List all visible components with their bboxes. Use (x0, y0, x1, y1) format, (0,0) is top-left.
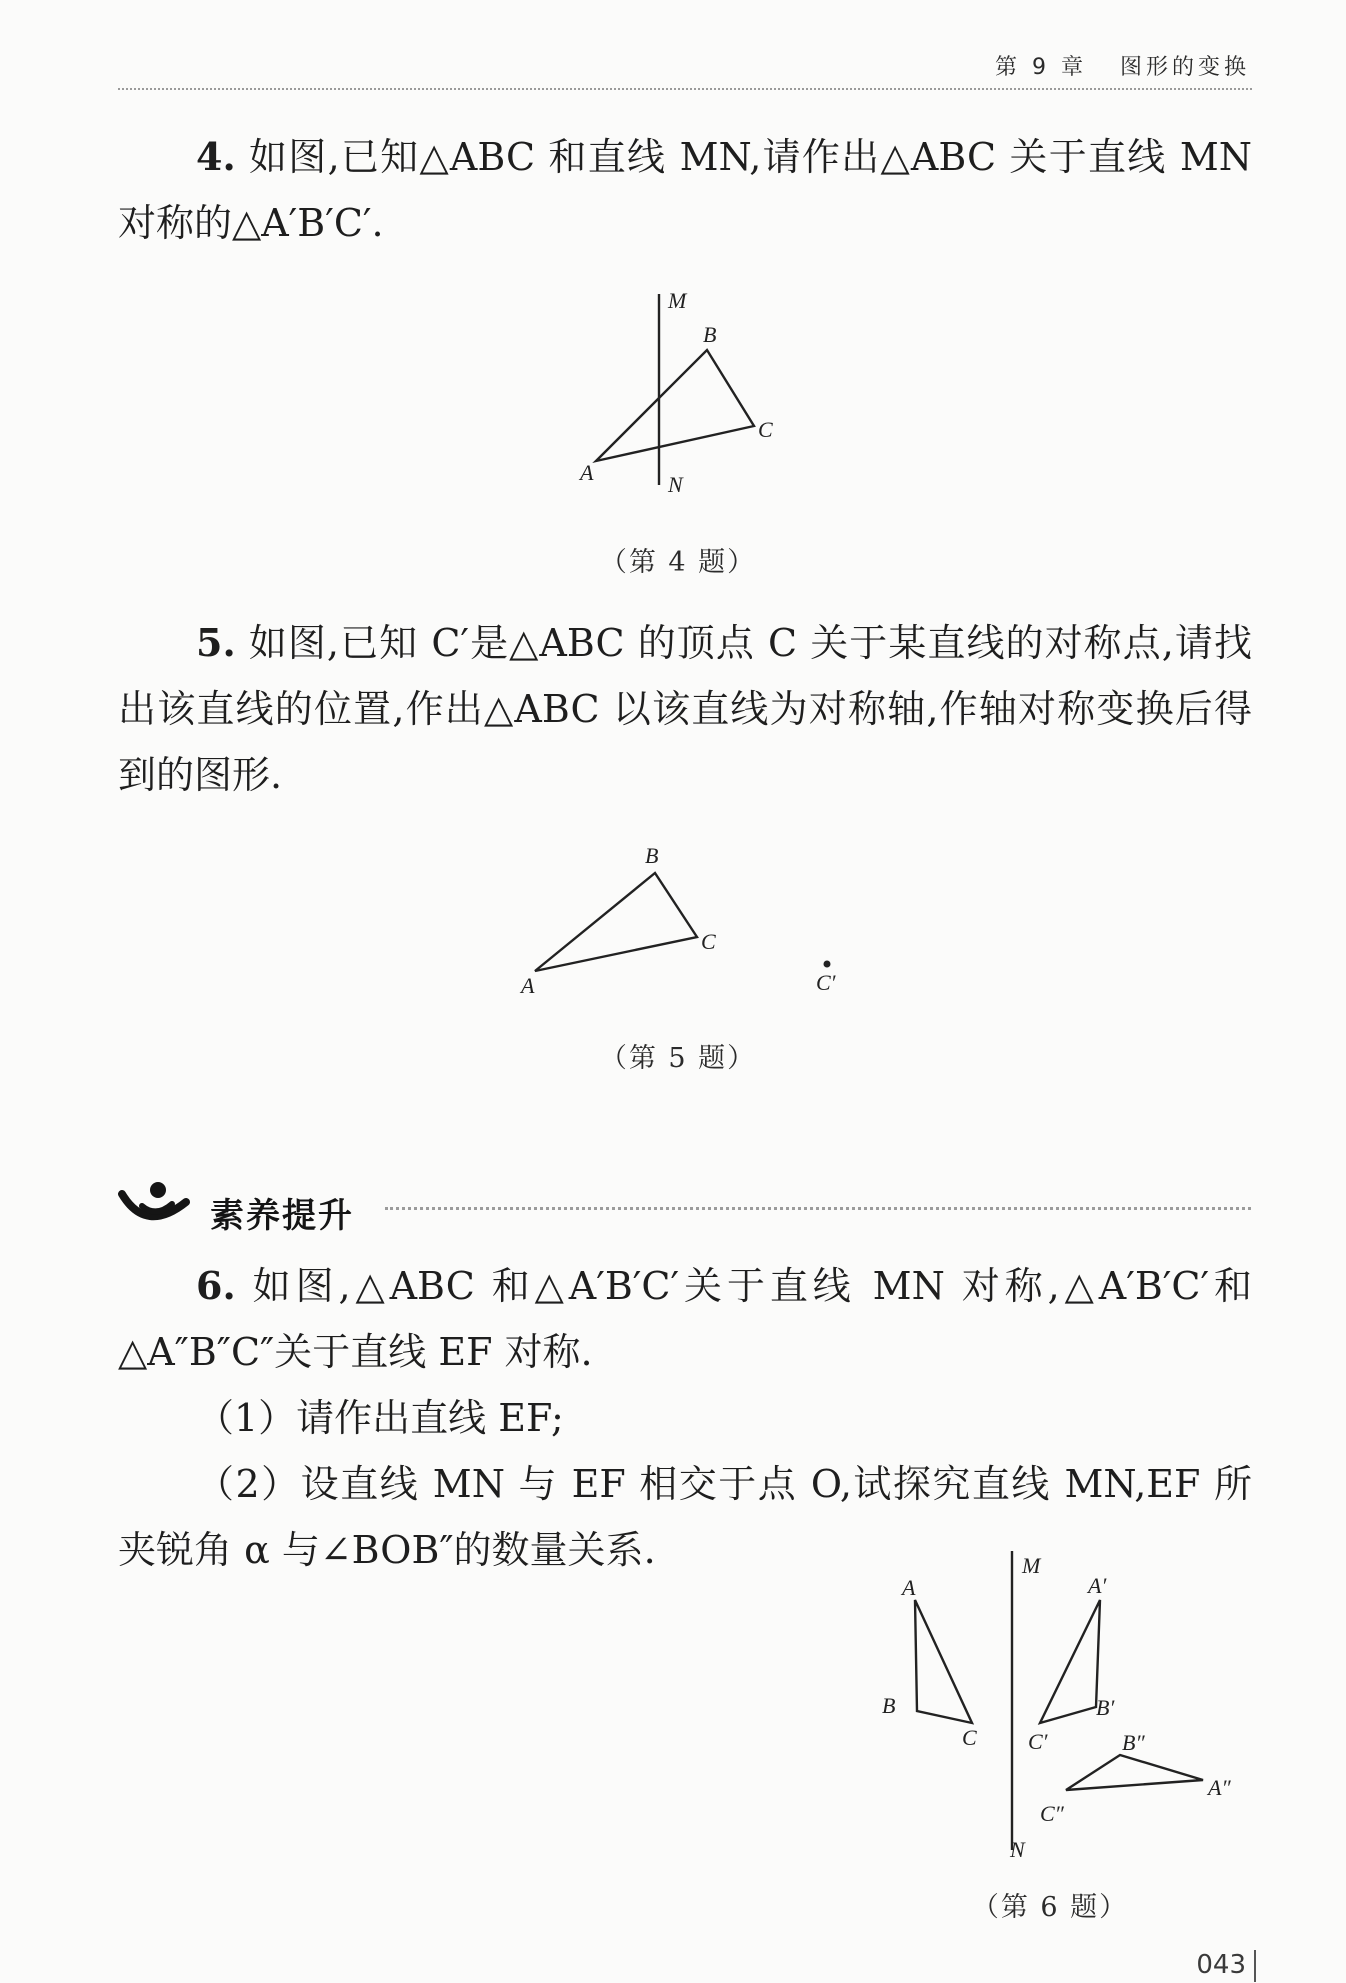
question-6-part-2: （2）设直线 MN 与 EF 相交于点 O,试探究直线 MN,EF 所夹锐角 α 与∠BOB″的数量关系. (118, 1462, 1252, 1572)
label-c-double-prime: C″ (1040, 1801, 1064, 1826)
label-a: A (521, 973, 535, 998)
label-m: M (1022, 1553, 1041, 1578)
question-4-number: 4. (196, 134, 236, 179)
label-b: B (645, 843, 659, 868)
page-number-bar (1254, 1950, 1256, 1982)
figure-4 (560, 290, 800, 510)
point-c-prime (824, 961, 831, 968)
figure-5-caption: （第 5 题） (599, 1043, 757, 1074)
section-divider (385, 1207, 1251, 1210)
question-6-text: 如图,△ABC 和△A′B′C′关于直线 MN 对称,△A′B′C′和△A″B″C″关于直线 EF 对称. (118, 1264, 1252, 1374)
figure-6-caption: （第 6 题） (971, 1892, 1129, 1923)
question-6 (118, 1253, 1252, 1385)
label-a: A (580, 460, 594, 485)
label-b: B (882, 1693, 896, 1718)
label-c: C (758, 417, 773, 442)
header-divider (118, 88, 1252, 90)
label-b: B (703, 322, 717, 347)
chapter-number: 第 9 章 (995, 55, 1087, 80)
label-n: N (1010, 1837, 1025, 1860)
label-a-double-prime: A″ (1208, 1775, 1231, 1800)
question-6-part-1: （1）请作出直线 EF; (196, 1396, 564, 1440)
label-c: C (701, 929, 716, 954)
figure-4-caption: （第 4 题） (599, 547, 757, 578)
chapter-title: 图形的变换 (1119, 55, 1250, 80)
label-c-prime: C′ (1028, 1729, 1048, 1754)
triangle-abc (535, 873, 697, 971)
label-a: A (902, 1575, 916, 1600)
label-c: C (962, 1725, 977, 1750)
question-4-text: 如图,已知△ABC 和直线 MN,请作出△ABC 关于直线 MN 对称的△A′B′C′. (118, 135, 1252, 245)
page-number: 043 (1196, 1950, 1246, 1980)
label-b-double-prime: B″ (1122, 1730, 1145, 1755)
question-5-number: 5. (196, 620, 236, 665)
figure-6 (870, 1545, 1260, 1860)
question-5 (118, 610, 1252, 808)
label-b-prime: B′ (1096, 1695, 1115, 1720)
triangle-a2b2c2 (1066, 1755, 1203, 1790)
triangle-abc (596, 350, 754, 461)
label-m: M (668, 290, 687, 313)
label-n: N (668, 472, 683, 497)
question-4 (118, 124, 1252, 256)
triangle-a1b1c1 (1040, 1600, 1100, 1723)
section-title: 素养提升 (210, 1196, 354, 1236)
chapter-header (995, 50, 1250, 81)
question-5-text: 如图,已知 C′是△ABC 的顶点 C 关于某直线的对称点,请找出该直线的位置,作出△ABC 以该直线为对称轴,作轴对称变换后得到的图形. (118, 621, 1252, 797)
label-a-prime: A′ (1088, 1573, 1107, 1598)
triangle-abc (915, 1600, 972, 1723)
label-c-prime: C′ (816, 970, 836, 995)
figure-5 (505, 835, 865, 1010)
question-6-number: 6. (196, 1263, 236, 1308)
section-logo-icon (116, 1180, 202, 1230)
